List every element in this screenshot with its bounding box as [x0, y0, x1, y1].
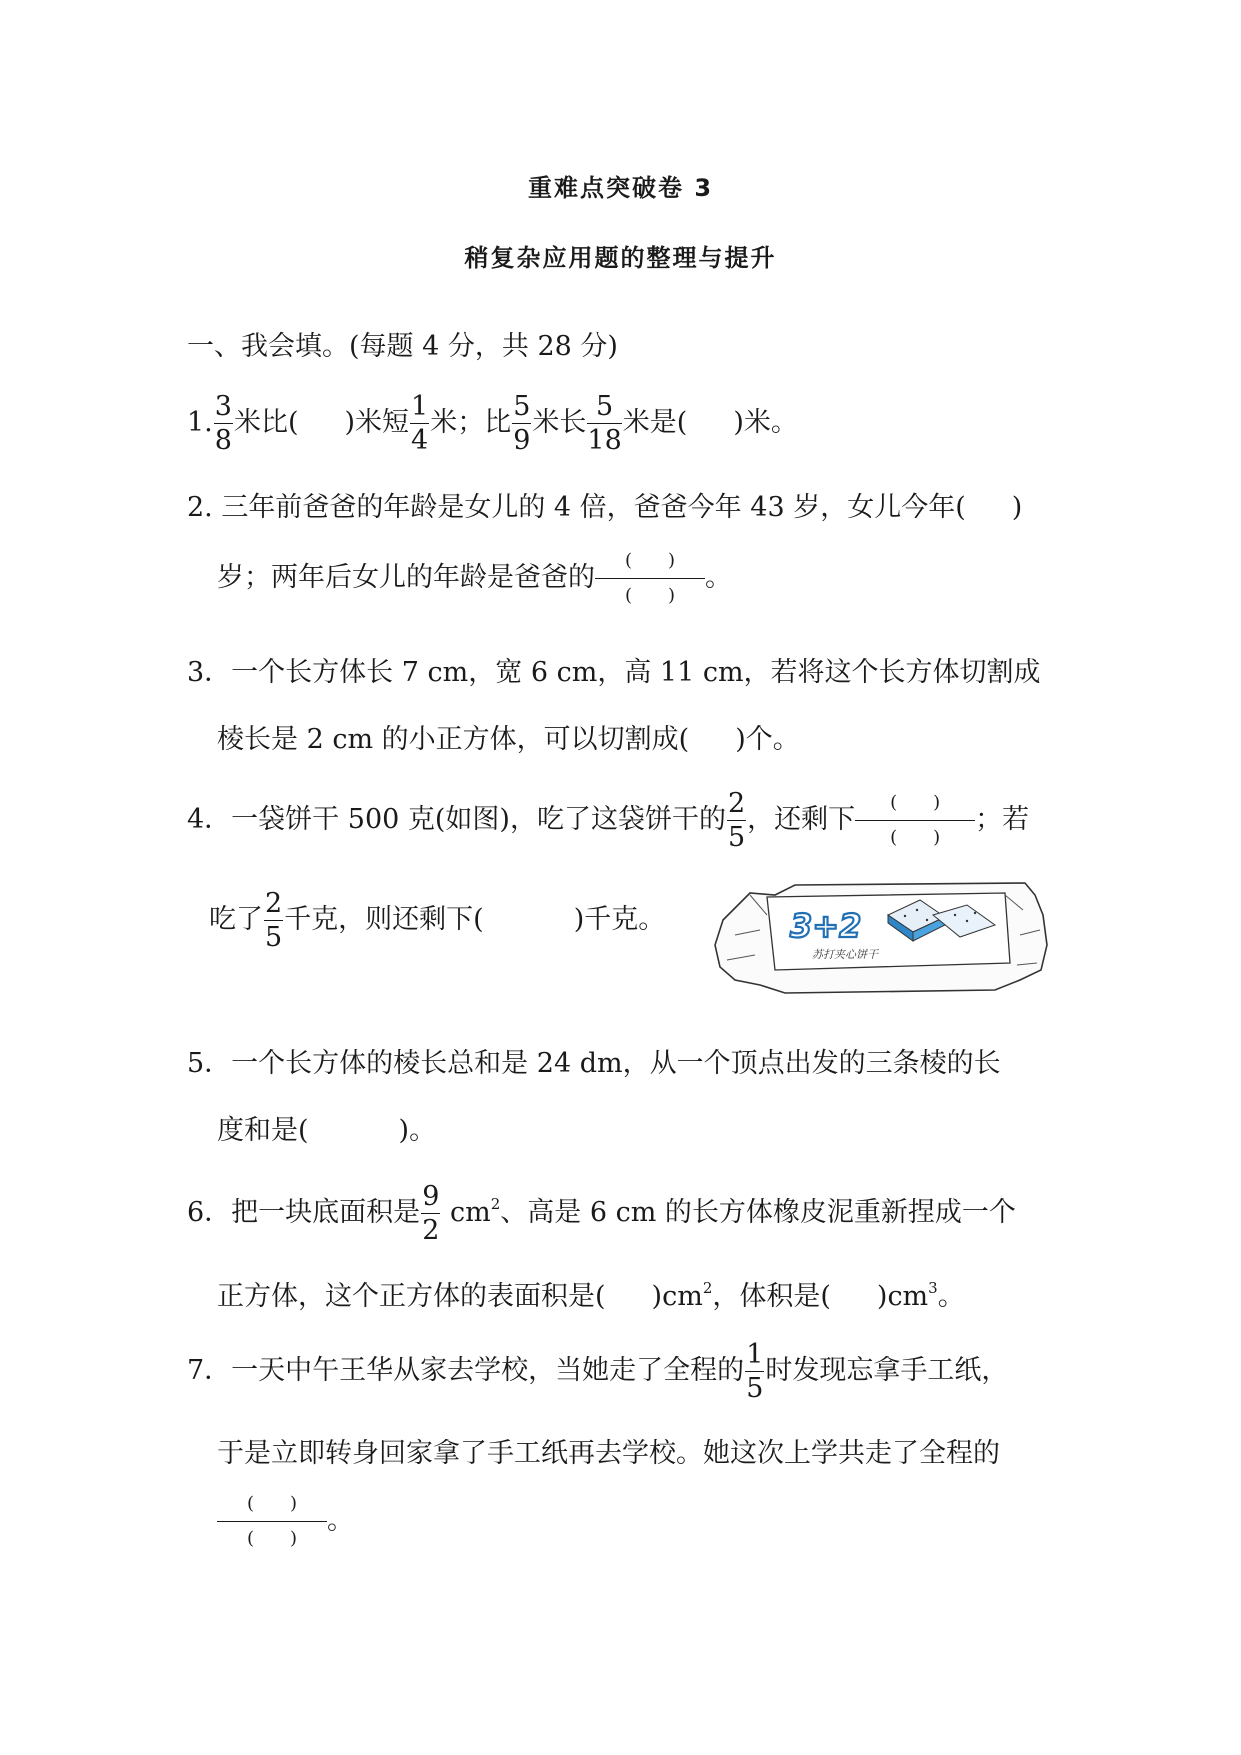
question-1: 1. $\frac{3}{8}$ 米比( )米短 $\frac{1}{4}$ 米；比 $\frac{5}{9}$ 米长 $\frac{5}{18}$ 米是( )米。 — [187, 391, 798, 456]
question-3-line-1: 3．一个长方体长 7 cm，宽 6 cm，高 11 cm，若将这个长方体切割成 — [187, 657, 1041, 688]
biscuit-product-label: 苏打夹心饼干 — [812, 948, 878, 961]
page-subtitle: 稍复杂应用题的整理与提升 — [464, 244, 777, 272]
section-heading: 一、我会填。(每题 4 分，共 28 分) — [187, 331, 618, 362]
question-6-line-1: 6．把一块底面积是 $\frac{9}{2}$ $cm^2$、高是 6 cm 的长方体橡皮泥重新捏成一个 — [187, 1181, 1016, 1246]
biscuit-brand-logo: 3+2 — [790, 907, 862, 945]
fraction: $\frac{1}{5}$ — [746, 1339, 764, 1404]
fraction: $\frac{2}{5}$ — [727, 788, 746, 853]
question-5-line-1: 5．一个长方体的棱长总和是 24 dm，从一个顶点出发的三条棱的长 — [187, 1048, 1001, 1079]
fraction: $\frac{5}{18}$ — [587, 391, 622, 456]
question-4-line-1: 4．一袋饼干 500 克(如图)，吃了这袋饼干的 $\frac{2}{5}$ ，还剩下 $\frac{( )}{( )}$ ；若 — [187, 788, 1030, 853]
fraction: $\frac{2}{5}$ — [265, 888, 283, 953]
fraction: $\frac{1}{4}$ — [411, 391, 429, 456]
question-5-line-2: 度和是( )。 — [217, 1115, 437, 1146]
fraction: $\frac{5}{9}$ — [513, 391, 531, 456]
question-6-line-2: 正方体，这个正方体的表面积是( )$cm^2$，体积是( )$cm^3$。 — [217, 1279, 965, 1312]
question-7-line-2: 于是立即转身回家拿了手工纸再去学校。她这次上学共走了全程的 — [217, 1438, 1000, 1469]
fraction: $\frac{9}{2}$ — [422, 1181, 440, 1246]
question-7-line-3: $\frac{( )}{( )}$ 。 — [217, 1495, 354, 1548]
blank-fraction[interactable]: $\frac{( )}{( )}$ — [595, 552, 705, 605]
question-3-line-2: 棱长是 2 cm 的小正方体，可以切割成( )个。 — [217, 724, 800, 755]
fraction: $\frac{3}{8}$ — [214, 391, 232, 456]
blank-fraction[interactable]: $\frac{( )}{( )}$ — [217, 1495, 327, 1548]
page-title: 重难点突破卷 3 — [527, 174, 714, 202]
question-2-line-2: 岁；两年后女儿的年龄是爸爸的 $\frac{( )}{( )}$ 。 — [217, 550, 732, 606]
question-4-line-2: 吃了 $\frac{2}{5}$ 千克，则还剩下( )千克。 — [209, 888, 666, 953]
biscuit-bag-illustration — [705, 875, 1055, 1000]
blank-fraction[interactable]: $\frac{( )}{( )}$ — [855, 794, 975, 847]
question-7-line-1: 7．一天中午王华从家去学校，当她走了全程的 $\frac{1}{5}$ 时发现忘拿手工纸， — [187, 1339, 1009, 1404]
question-2-line-1: 2. 三年前爸爸的年龄是女儿的 4 倍，爸爸今年 43 岁，女儿今年( ) — [187, 492, 1023, 523]
